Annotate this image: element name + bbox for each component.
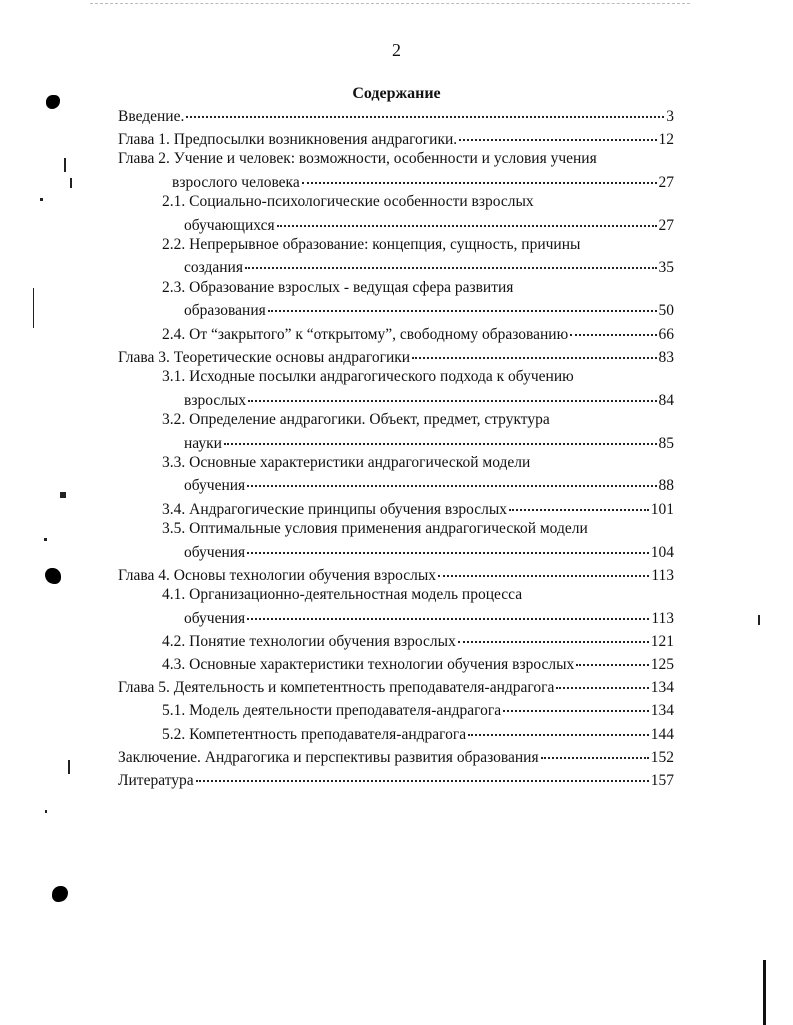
- toc-entry-title: 4.2. Понятие технологии обучения взрослых: [162, 632, 456, 650]
- toc-entry-title: Глава 1. Предпосылки возникновения андрагогики.: [118, 130, 458, 148]
- toc-entry-continuation: [162, 255, 674, 278]
- toc-entry-title: Литература: [118, 772, 194, 790]
- dot-leader: [509, 493, 649, 511]
- dot-leader: [412, 341, 656, 359]
- toc-entry-title: 3.4. Андрагогические принципы обучения взрослых: [162, 500, 508, 518]
- dot-leader: [302, 166, 657, 184]
- toc-page-number: 125: [650, 656, 674, 674]
- toc-entry-title: 2.1. Социально-психологические особенности взрослых: [162, 193, 534, 211]
- toc-entry-title: взрослых: [184, 391, 247, 409]
- dot-leader: [247, 470, 656, 488]
- toc-page-number: 144: [650, 725, 674, 743]
- toc-entry-title: 2.2. Непрерывное образование: концепция, сущность, причины: [162, 236, 581, 254]
- toc-entry-line: [118, 562, 674, 585]
- toc-page-number: 157: [650, 772, 674, 790]
- toc-entry-continuation: [162, 387, 674, 410]
- toc-entry: [118, 410, 674, 453]
- toc-page-number: 134: [650, 702, 674, 720]
- dot-leader: [196, 765, 649, 783]
- page-title: Содержание: [352, 85, 441, 102]
- scan-hole-mark: [52, 886, 68, 902]
- dot-leader: [186, 100, 664, 118]
- dot-leader: [541, 741, 649, 759]
- toc-entry-title: 3.3. Основные характеристики андрагогической модели: [162, 454, 531, 472]
- scan-speck: [40, 198, 43, 201]
- toc-entry-title: обучения: [184, 477, 246, 495]
- toc-entry-title: 4.1. Организационно-деятельностная модель процесса: [162, 586, 523, 604]
- toc-entry-title: обучения: [184, 609, 246, 627]
- toc-entry-line: [118, 126, 674, 149]
- toc-entry-title: Заключение. Андрагогика и перспективы развития образования: [118, 748, 539, 766]
- toc-page-number: 113: [651, 609, 674, 627]
- toc-entry-title: Глава 2. Учение и человек: возможности, особенности и условия учения: [118, 150, 597, 168]
- toc-entry-title: 2.4. От “закрытого” к “открытому”, свободному образованию: [162, 325, 569, 343]
- toc-page-number: 83: [658, 348, 674, 366]
- toc-entry-title: Глава 5. Деятельность и компетентность преподавателя-андрагога: [118, 679, 555, 697]
- toc-page-number: 101: [650, 500, 674, 518]
- dot-leader: [570, 318, 656, 336]
- dot-leader: [277, 209, 657, 227]
- dot-leader: [224, 427, 657, 445]
- toc-entry-continuation: [162, 212, 674, 235]
- toc-entry-title: 4.3. Основные характеристики технологии обучения взрослых: [162, 656, 575, 674]
- toc-page-number: 12: [658, 130, 674, 148]
- toc-page-number: 88: [658, 477, 674, 495]
- toc-entry-title: Глава 3. Теоретические основы андрагогики: [118, 348, 411, 366]
- dot-leader: [503, 695, 649, 713]
- table-of-contents: [118, 103, 674, 791]
- toc-page-number: 152: [650, 748, 674, 766]
- toc-page-number: 104: [650, 543, 674, 561]
- dot-leader: [576, 649, 648, 667]
- scan-speck: [68, 760, 70, 774]
- toc-entry-title: обучения: [184, 543, 246, 561]
- toc-entry: [118, 496, 674, 519]
- scan-speck: [33, 288, 34, 328]
- toc-page-number: 27: [658, 216, 674, 234]
- toc-page-number: 27: [658, 173, 674, 191]
- page-number: 2: [392, 40, 401, 60]
- toc-entry-title: обучающихся: [184, 216, 275, 234]
- scan-speck: [758, 615, 760, 625]
- toc-entry: [118, 344, 674, 367]
- scan-hole-mark: [46, 95, 60, 109]
- dot-leader: [248, 384, 656, 402]
- scan-speck: [45, 810, 47, 813]
- dot-leader: [459, 123, 656, 141]
- toc-entry-line: [162, 496, 674, 519]
- toc-entry-title: 3.5. Оптимальные условия применения андрагогической модели: [162, 520, 588, 538]
- toc-entry-title: взрослого человека: [172, 173, 300, 191]
- dot-leader: [247, 602, 649, 620]
- toc-page-number: 35: [658, 259, 674, 277]
- scan-speck: [64, 158, 66, 172]
- dot-leader: [247, 536, 649, 554]
- toc-entry-title: Глава 4. Основы технологии обучения взрослых: [118, 566, 437, 584]
- toc-entry-title: 3.1. Исходные посылки андрагогического подхода к обучению: [162, 368, 574, 386]
- toc-entry: [118, 149, 674, 192]
- toc-entry: [118, 367, 674, 410]
- toc-entry: [118, 562, 674, 585]
- scan-hole-mark: [45, 568, 61, 584]
- dot-leader: [268, 295, 657, 313]
- toc-entry-title: 3.2. Определение андрагогики. Объект, предмет, структура: [162, 411, 550, 429]
- scan-speck: [44, 538, 47, 541]
- scan-speck: [60, 492, 66, 498]
- dot-leader: [468, 718, 649, 736]
- toc-entry-continuation: [162, 430, 674, 453]
- toc-entry-title: образования: [184, 302, 266, 320]
- toc-page-number: 85: [658, 434, 674, 452]
- toc-entry-continuation: [118, 169, 674, 192]
- toc-entry-title: создания: [184, 259, 243, 277]
- toc-page-number: 121: [650, 632, 674, 650]
- scan-speck: [70, 178, 72, 188]
- scan-edge-artifact: [90, 3, 690, 5]
- toc-page-number: 66: [658, 325, 674, 343]
- toc-entry: [118, 768, 674, 791]
- toc-entry-title: Введение.: [118, 107, 185, 125]
- dot-leader: [556, 672, 648, 690]
- dot-leader: [458, 625, 649, 643]
- toc-entry: [118, 519, 674, 562]
- toc-entry: [118, 126, 674, 149]
- dot-leader: [438, 559, 649, 577]
- toc-entry: [118, 235, 674, 278]
- toc-entry: [118, 585, 674, 628]
- toc-page-number: 50: [658, 302, 674, 320]
- toc-entry: [118, 278, 674, 321]
- toc-page-number: 84: [658, 391, 674, 409]
- scan-edge-artifact: [763, 960, 766, 1025]
- toc-entry-line: [118, 344, 674, 367]
- toc-page-number: 3: [666, 107, 674, 125]
- toc-page-number: 134: [650, 679, 674, 697]
- toc-entry-title: 5.1. Модель деятельности преподавателя-андрагога: [162, 702, 502, 720]
- dot-leader: [245, 252, 657, 270]
- toc-entry-title: 2.3. Образование взрослых - ведущая сфера развития: [162, 279, 514, 297]
- toc-page-number: 113: [651, 566, 674, 584]
- toc-entry-line: [118, 768, 674, 791]
- toc-entry: [118, 453, 674, 496]
- toc-entry-title: науки: [184, 434, 222, 452]
- toc-entry: [118, 192, 674, 235]
- toc-entry-title: 5.2. Компетентность преподавателя-андрагога: [162, 725, 467, 743]
